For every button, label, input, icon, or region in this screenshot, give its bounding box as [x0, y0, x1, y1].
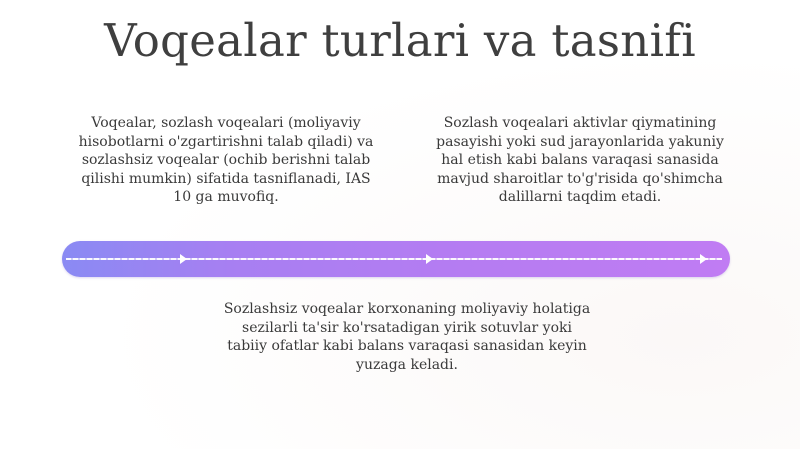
- timeline-bar: [62, 241, 730, 277]
- arrow-right-icon: [700, 254, 707, 264]
- arrow-right-icon: [180, 254, 187, 264]
- timeline-line: [66, 258, 722, 260]
- arrow-right-icon: [426, 254, 433, 264]
- text-block-adjusting-events: Sozlash voqealari aktivlar qiymatining pasayishi yoki sud jarayonlarida yakuniy hal etish kabi balans varaqasi sanasida mavjud sharoitlar to'g'risida qo'shimcha dalillarni taqdim etadi.: [436, 115, 724, 205]
- text-block-non-adjusting-events: Sozlashsiz voqealar korxonaning moliyaviy holatiga sezilarli ta'sir ko'rsatadigan yirik sotuvlar yoki tabiiy ofatlar kabi balans varaqasi sanasidan keyin yuzaga keladi.: [223, 301, 591, 373]
- page-title: Voqealar turlari va tasnifi: [104, 14, 696, 67]
- text-block-classification: Voqealar, sozlash voqealari (moliyaviy hisobotlarni o'zgartirishni talab qiladi) va sozlashsiz voqealar (ochib berishni talab qilishi mumkin) sifatida tasniflanadi, IAS 10 ga muvofiq.: [78, 115, 374, 205]
